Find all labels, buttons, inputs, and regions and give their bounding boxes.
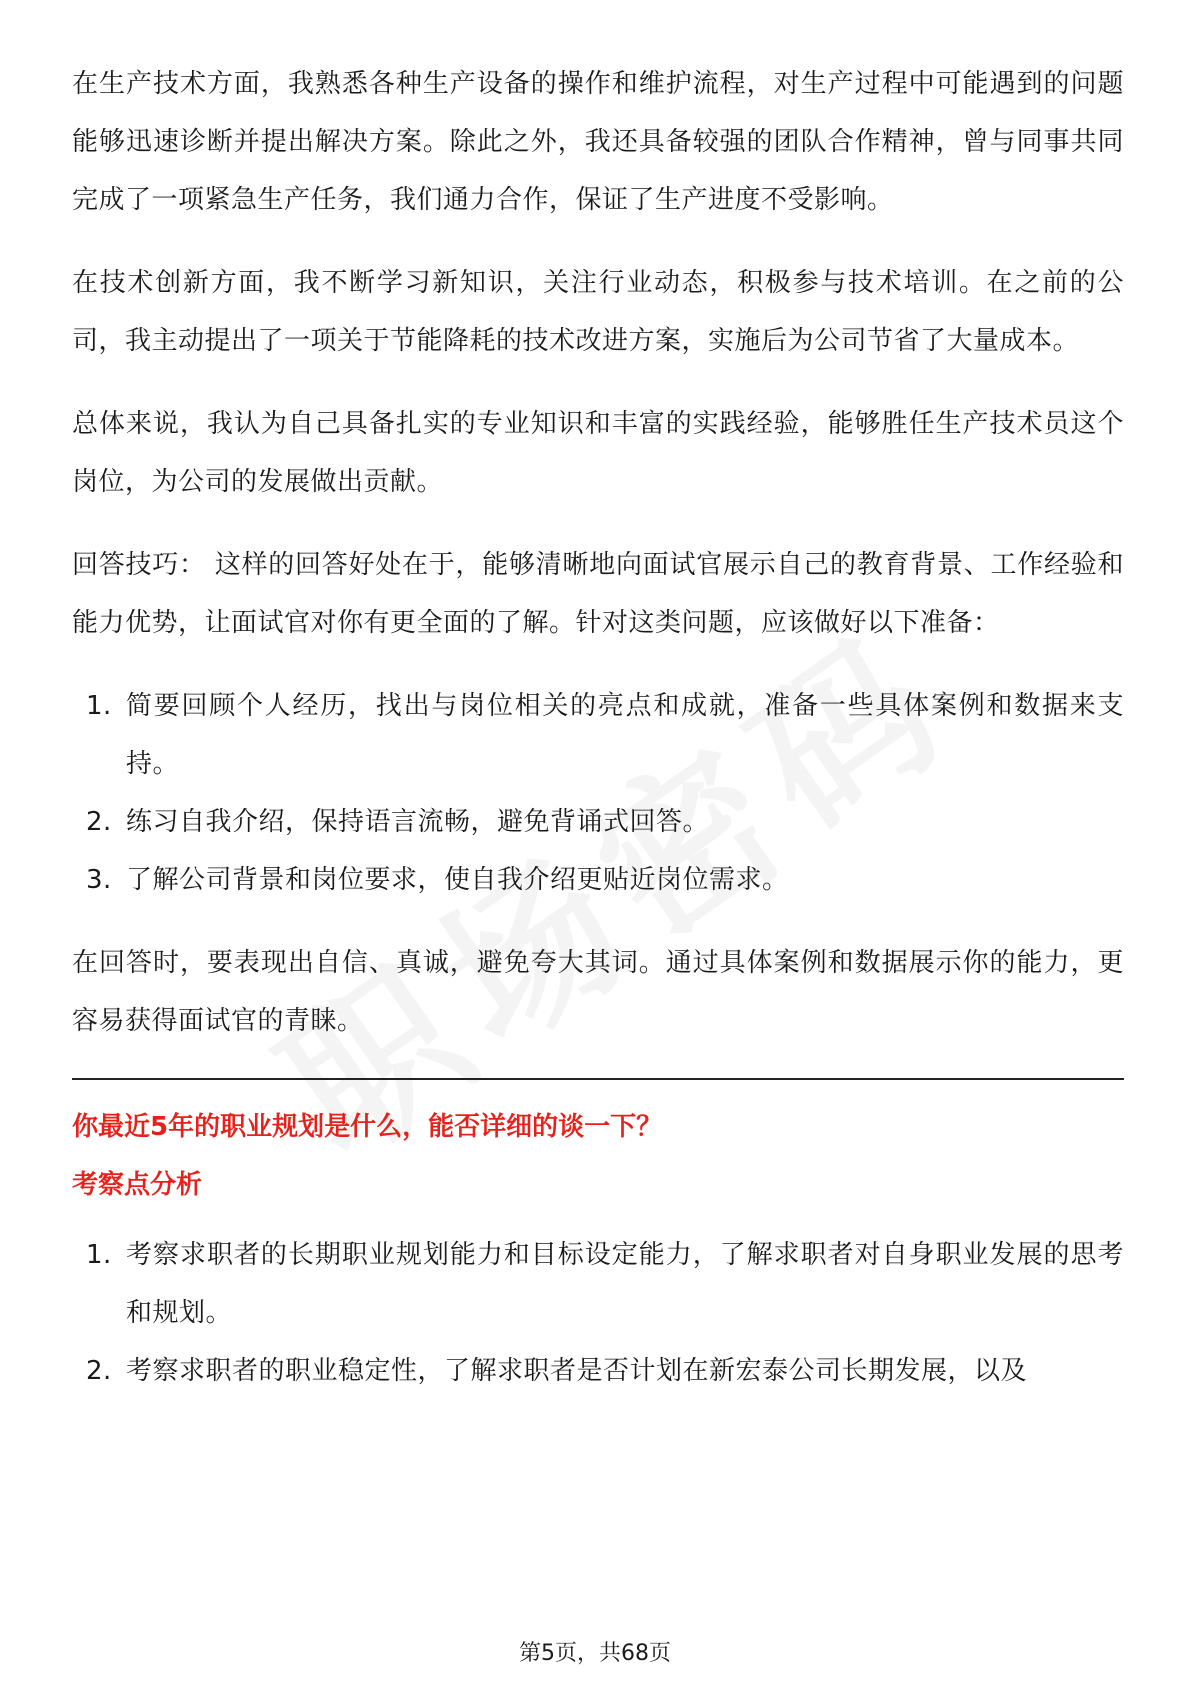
section-divider (72, 1078, 1124, 1080)
list-number: 2. (86, 1356, 112, 1386)
list-item (72, 677, 1124, 793)
paragraph-answer-tips: 回答技巧： 这样的回答好处在于，能够清晰地向面试官展示自己的教育背景、工作经验和能力优势，让面试官对你有更全面的了解。针对这类问题，应该做好以下准备： (72, 550, 1124, 638)
list-number: 1. (86, 691, 112, 721)
list-item-text: 练习自我介绍，保持语言流畅，避免背诵式回答。 (126, 807, 710, 837)
list-item (72, 1342, 1124, 1400)
paragraph-summary: 总体来说，我认为自己具备扎实的专业知识和丰富的实践经验，能够胜任生产技术员这个岗位，为公司的发展做出贡献。 (72, 409, 1124, 497)
question-heading: 你最近5年的职业规划是什么，能否详细的谈一下？ (72, 1112, 663, 1142)
list-item (72, 1226, 1124, 1342)
list-number: 2. (86, 807, 112, 837)
page-footer: 第5页，共68页 (519, 1641, 671, 1666)
list-number: 1. (86, 1240, 112, 1270)
tips-list (72, 677, 1124, 909)
paragraph-tech-innovation: 在技术创新方面，我不断学习新知识，关注行业动态，积极参与技术培训。在之前的公司，我主动提出了一项关于节能降耗的技术改进方案，实施后为公司节省了大量成本。 (72, 268, 1124, 356)
analysis-list (72, 1226, 1124, 1400)
analysis-heading: 考察点分析 (72, 1170, 203, 1200)
list-number: 3. (86, 865, 112, 895)
page-content (72, 55, 1124, 1425)
list-item (72, 793, 1124, 851)
list-item-text: 了解公司背景和岗位要求，使自我介绍更贴近岗位需求。 (126, 865, 789, 895)
paragraph-production-tech: 在生产技术方面，我熟悉各种生产设备的操作和维护流程，对生产过程中可能遇到的问题能够迅速诊断并提出解决方案。除此之外，我还具备较强的团队合作精神，曾与同事共同完成了一项紧急生产任务，我们通力合作，保证了生产进度不受影响。 (72, 69, 1124, 215)
list-item (72, 851, 1124, 909)
list-item-text: 简要回顾个人经历，找出与岗位相关的亮点和成就，准备一些具体案例和数据来支持。 (126, 691, 1124, 779)
list-item-text: 考察求职者的长期职业规划能力和目标设定能力，了解求职者对自身职业发展的思考和规划。 (126, 1240, 1124, 1328)
paragraph-closing: 在回答时，要表现出自信、真诚，避免夸大其词。通过具体案例和数据展示你的能力，更容易获得面试官的青睐。 (72, 948, 1124, 1036)
list-item-text: 考察求职者的职业稳定性，了解求职者是否计划在新宏泰公司长期发展，以及 (126, 1356, 1028, 1386)
